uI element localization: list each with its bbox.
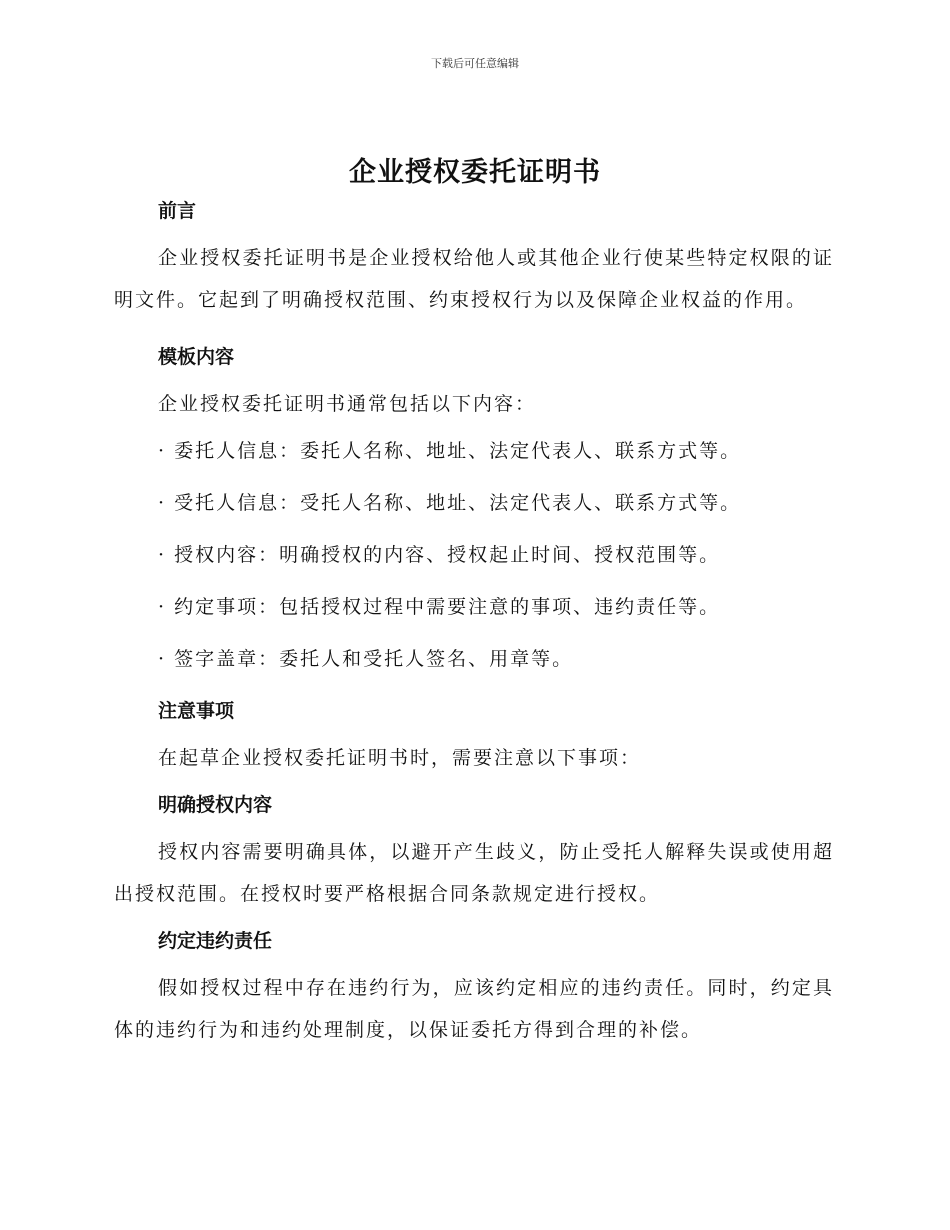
heading-preface: 前言 [158, 200, 197, 222]
liability-paragraph: 假如授权过程中存在违约行为，应该约定相应的违约责任。同时，约定具体的违约行为和违约处理制度，以保证委托方得到合理的补偿。 [114, 977, 834, 1041]
heading-clarify: 明确授权内容 [158, 794, 273, 816]
header-note: 下载后可任意编辑 [431, 57, 519, 70]
list-item: · 签字盖章：委托人和受托人签名、用章等。 [158, 648, 574, 670]
list-item: · 授权内容：明确授权的内容、授权起止时间、授权范围等。 [158, 544, 721, 566]
list-item: · 约定事项：包括授权过程中需要注意的事项、违约责任等。 [158, 596, 721, 618]
heading-template: 模板内容 [158, 346, 235, 368]
document-body [114, 195, 834, 1051]
template-intro: 企业授权委托证明书通常包括以下内容： [158, 393, 537, 415]
heading-notes: 注意事项 [158, 700, 235, 722]
list-item: · 委托人信息：委托人名称、地址、法定代表人、联系方式等。 [158, 440, 742, 462]
preface-paragraph: 企业授权委托证明书是企业授权给他人或其他企业行使某些特定权限的证明文件。它起到了明确授权范围、约束授权行为以及保障企业权益的作用。 [114, 247, 834, 311]
heading-liability: 约定违约责任 [158, 930, 273, 952]
clarify-paragraph: 授权内容需要明确具体，以避开产生歧义，防止受托人解释失误或使用超出授权范围。在授权时要严格根据合同条款规定进行授权。 [114, 841, 834, 905]
notes-intro: 在起草企业授权委托证明书时，需要注意以下事项： [158, 747, 642, 769]
document-title: 企业授权委托证明书 [349, 157, 601, 188]
list-item: · 受托人信息：受托人名称、地址、法定代表人、联系方式等。 [158, 492, 742, 514]
